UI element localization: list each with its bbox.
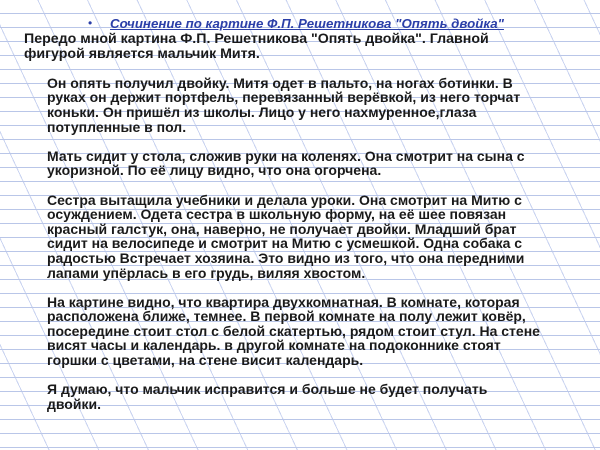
paragraph-3 [24,193,586,281]
bullet-icon: • [88,16,93,30]
paragraph-line: красный галстук, она, наверно, не получает двойки. Младший брат [47,220,517,237]
paragraph-line: посередине стоит стол с белой скатертью, рядом стоит стул. На стене [47,322,540,339]
paragraph-line: Я думаю, что мальчик исправится и больше не будет получать [47,381,488,398]
paragraph-line: сидит на велосипеде и смотрит на Митю с усмешкой. Одна собака с [47,235,523,252]
paragraph-line: руках он держит портфель, перевязанный верёвкой, из него торчат [47,89,521,106]
paragraph-line: коньки. Он пришёл из школы. Лицо у него нахмуренное,глаза [47,103,477,120]
paragraph-5 [24,382,586,411]
paragraph-1 [24,76,586,134]
document-title: Сочинение по картине Ф.П. Решетникова "Опять двойка" [110,15,504,31]
paragraph-line: висят часы и календарь. в другой комнате на подоконнике стоят [47,337,501,354]
paragraph-line: горшки с цветами, на стене висит календарь. [47,352,364,369]
intro-paragraph [24,32,586,61]
paragraph-line: укоризной. По её лицу видно, что она огорчена. [47,162,382,179]
paragraph-line: Мать сидит у стола, сложив руки на коленях. Она смотрит на сына с [47,147,525,164]
paragraph-line: радостью Встречает хозяина. Это видно из того, что она передними [47,249,525,266]
paragraph-line: На картине видно, что квартира двухкомнатная. В комнате, которая [47,293,520,310]
intro-line: Передо мной картина Ф.П. Решетникова "Опять двойка". Главной [24,31,489,47]
paragraph-line: осуждением. Одета сестра в школьную форму, на её шее повязан [47,206,507,223]
title-row [24,14,586,32]
intro-line: фигурой является мальчик Митя. [24,45,260,62]
paragraph-line: лапами упёрлась в его грудь, виляя хвостом. [47,264,366,281]
paragraph-line: двойки. [47,395,101,412]
paragraph-line: расположена ближе, темнее. В первой комнате на полу лежит ковёр, [47,308,526,325]
paragraph-line: Он опять получил двойку. Митя одет в пальто, на ногах ботинки. В [47,74,513,91]
paragraph-2 [24,149,586,178]
paragraph-4 [24,295,586,368]
paragraph-line: потупленные в пол. [47,118,187,135]
paragraph-line: Сестра вытащила учебники и делала уроки. Она смотрит на Митю с [47,191,522,208]
